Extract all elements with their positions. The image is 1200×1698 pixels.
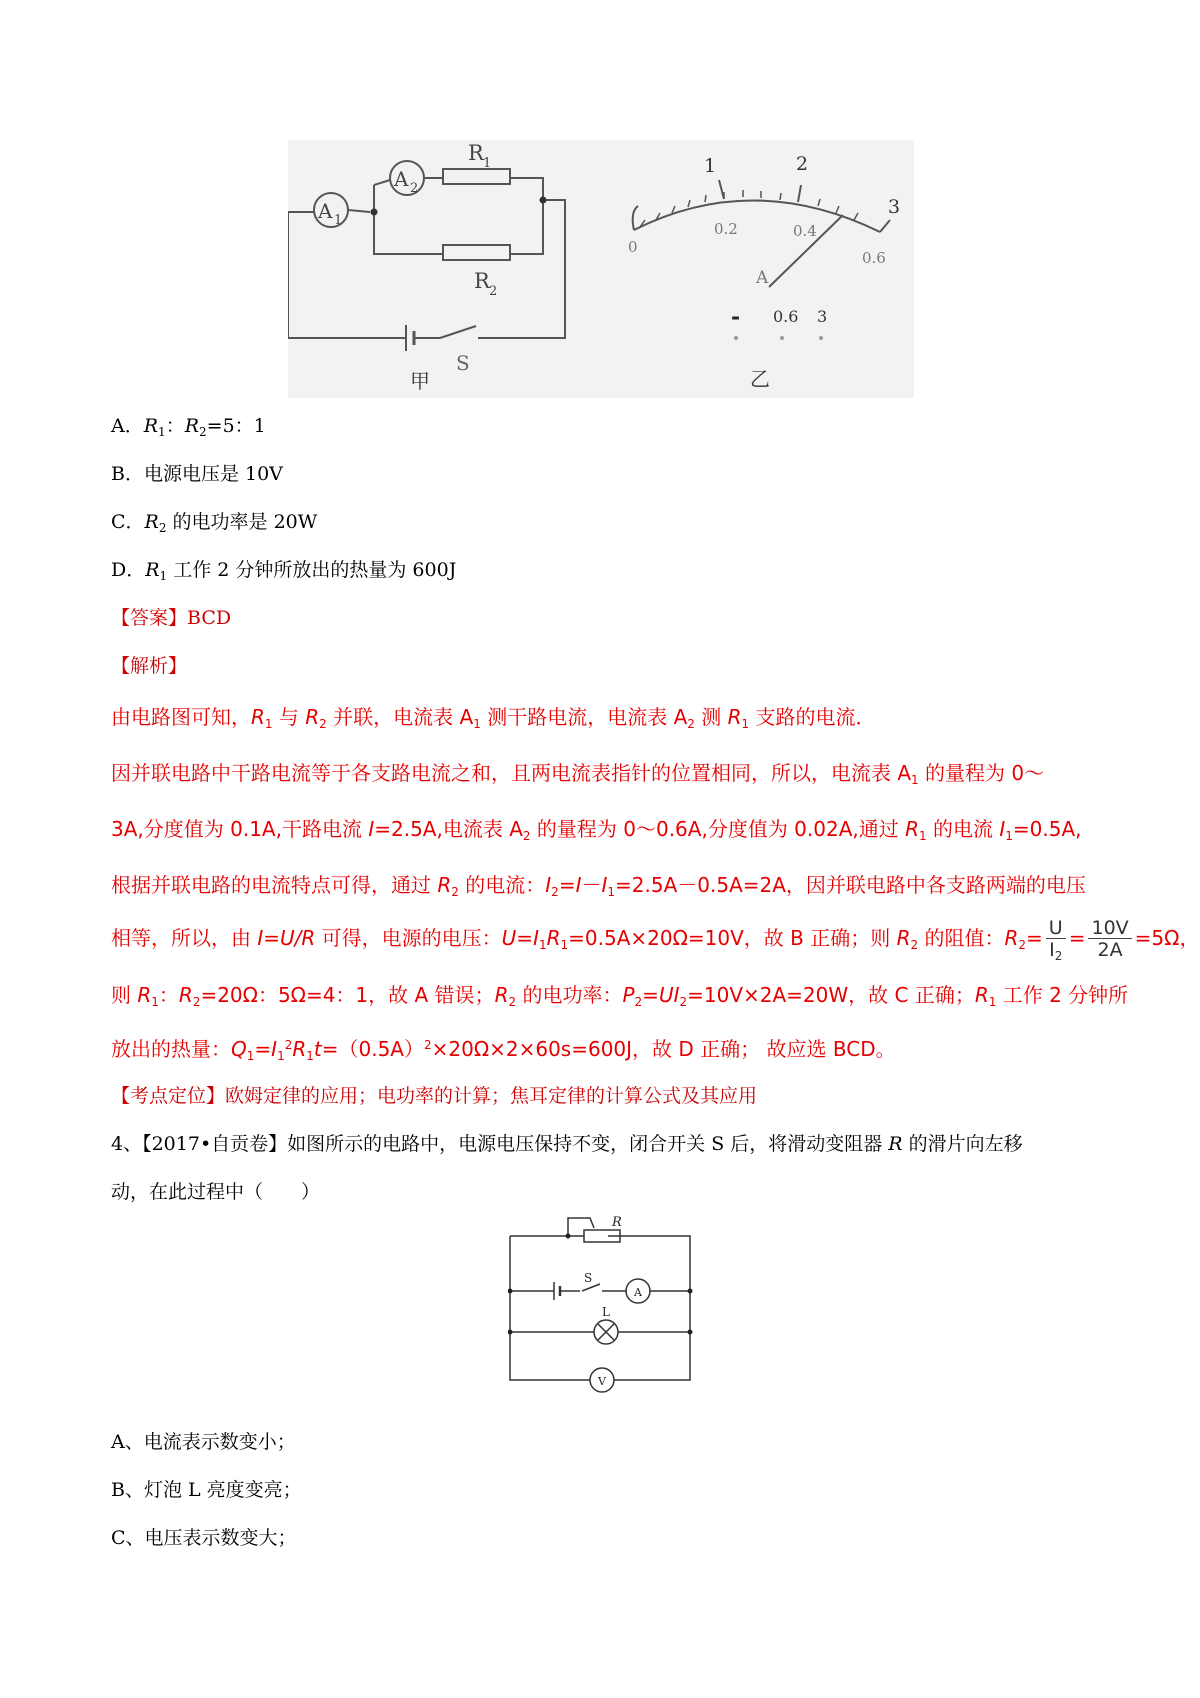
analysis-line-3: 3A,分度值为 0.1A,干路电流 I=2.5A,电流表 $A_2$ 的量程为 0～0.6A,分度值为 0.02A,通过 $R_1$ 的电流 $I_1=0.5A$,: [111, 817, 1082, 843]
option-c: C．$R_2$ 的电功率是 20W: [111, 511, 318, 535]
terminal-0-6: 0.6: [773, 307, 799, 326]
question-4-line-2: 动，在此过程中（ ）: [111, 1181, 321, 1203]
scale-top-3: 3: [888, 196, 901, 218]
kaodian: [111, 1084, 757, 1108]
label-ammeter-a: A: [634, 1286, 642, 1299]
label-switch-s: S: [456, 351, 470, 375]
fraction-u-over-i2: $\frac{U}{I_2}$: [1046, 918, 1066, 961]
label-r2: R: [474, 269, 490, 293]
answer-tag: 【答案】: [111, 607, 188, 629]
terminal-negative: -: [731, 304, 741, 330]
caption-yi: 乙: [750, 367, 770, 391]
label-r2-sub: 2: [489, 284, 498, 299]
option-d: D．$R_1$ 工作 2 分钟所放出的热量为 600J: [111, 559, 457, 583]
q4-option-b: B、灯泡 L 亮度变亮；: [111, 1479, 302, 1501]
label-lamp-l: L: [602, 1305, 610, 1319]
fraction-10v-over-2a: $\frac{10V}{2A}$: [1088, 918, 1131, 961]
analysis-line-6: 则 $R_1$：$R_2=20\Omega$：5Ω=4：1，故 A 错误；$R_2$ 的电功率：$P_2=UI_2=10V\times 2A=20W$，故 C 正确；$R_1$ 工作 2 分钟所: [111, 983, 1129, 1009]
answer: [111, 606, 231, 630]
option-b: B．电源电压是 10V: [111, 463, 283, 485]
kaodian-text: 欧姆定律的应用；电功率的计算；焦耳定律的计算公式及其应用: [225, 1085, 758, 1107]
scale-bottom-0: 0: [628, 238, 638, 256]
q4-option-a: A、电流表示数变小；: [111, 1431, 296, 1453]
label-a1: A: [318, 199, 333, 223]
analysis-line-5: 相等，所以，由 I=U/R 可得，电源的电压：$U=I_1R_1=0.5A\times 20\Omega=10V$，故 B 正确；则 $R_2$ 的阻值：$R_2=$ $\frac{U}{I_2}$ = $\frac{10V}{2A}$ =5Ω，: [111, 917, 1200, 963]
label-a2-sub: 2: [410, 181, 419, 196]
answer-value: BCD: [187, 607, 232, 629]
analysis-tag: 【解析】: [111, 655, 188, 677]
scale-bottom-0-2: 0.2: [714, 220, 738, 238]
major-tick-3: [880, 220, 890, 232]
scale-bottom-0-6: 0.6: [862, 249, 886, 267]
q4-option-c: C、电压表示数变大；: [111, 1527, 297, 1549]
label-r1: R: [468, 141, 484, 165]
major-tick-1: [719, 180, 724, 199]
label-r1-sub: 1: [483, 156, 492, 171]
caption-jia: 甲: [410, 369, 430, 393]
resistor-r1: [443, 169, 510, 184]
option-a: A．$R_1$：$R_2=5$：1: [111, 415, 266, 439]
major-tick-2: [798, 185, 801, 202]
circuit-figure-2: [508, 1196, 696, 1398]
scale-top-1: 1: [704, 155, 717, 177]
terminal-3: 3: [817, 307, 828, 326]
question-4-line-1: 4、【2017•自贡卷】如图所示的电路中，电源电压保持不变，闭合开关 S 后，将滑动变阻器 R 的滑片向左移: [111, 1133, 1023, 1155]
analysis-line-7: 放出的热量：$Q_1=I_1^2R_1t=(0.5A)^2\times 20\Omega\times 2\times 60s=600J$，故 D 正确； 故应选 BCD。: [111, 1037, 896, 1063]
scale-top-2: 2: [796, 153, 809, 175]
scale-bottom-0-4: 0.4: [793, 222, 817, 240]
label-voltmeter-v: V: [598, 1375, 606, 1388]
meter-unit: A: [756, 268, 769, 288]
circuit-figure-1-svg: [288, 140, 914, 398]
analysis-line-4: 根据并联电路的电流特点可得，通过 $R_2$ 的电流：$I_2=I-I_1=2.5A-0.5A=2A$，因并联电路中各支路两端的电压: [111, 873, 1086, 899]
circuit-jia-wires: [288, 161, 565, 351]
label-rheostat-r: R: [612, 1215, 622, 1230]
switch-s-2: [582, 1284, 600, 1291]
circuit-figure-2-svg: [508, 1196, 696, 1398]
analysis-line-2: 因并联电路中干路电流等于各支路电流之和，且两电流表指针的位置相同，所以，电流表 $A_1$ 的量程为 0～: [111, 761, 1045, 787]
label-a1-sub: 1: [334, 213, 343, 228]
switch-s-blade: [440, 326, 476, 338]
rheostat-slider: [568, 1218, 594, 1236]
label-a2: A: [394, 167, 409, 191]
circuit-figure-1: [288, 140, 914, 398]
analysis-line-1: 由电路图可知，$R_1$ 与 $R_2$ 并联，电流表 $A_1$ 测干路电流，电流表 $A_2$ 测 $R_1$ 支路的电流．: [111, 705, 876, 731]
resistor-r2: [443, 245, 510, 260]
label-switch-s-2: S: [584, 1271, 593, 1285]
kaodian-tag: 【考点定位】: [111, 1085, 226, 1107]
